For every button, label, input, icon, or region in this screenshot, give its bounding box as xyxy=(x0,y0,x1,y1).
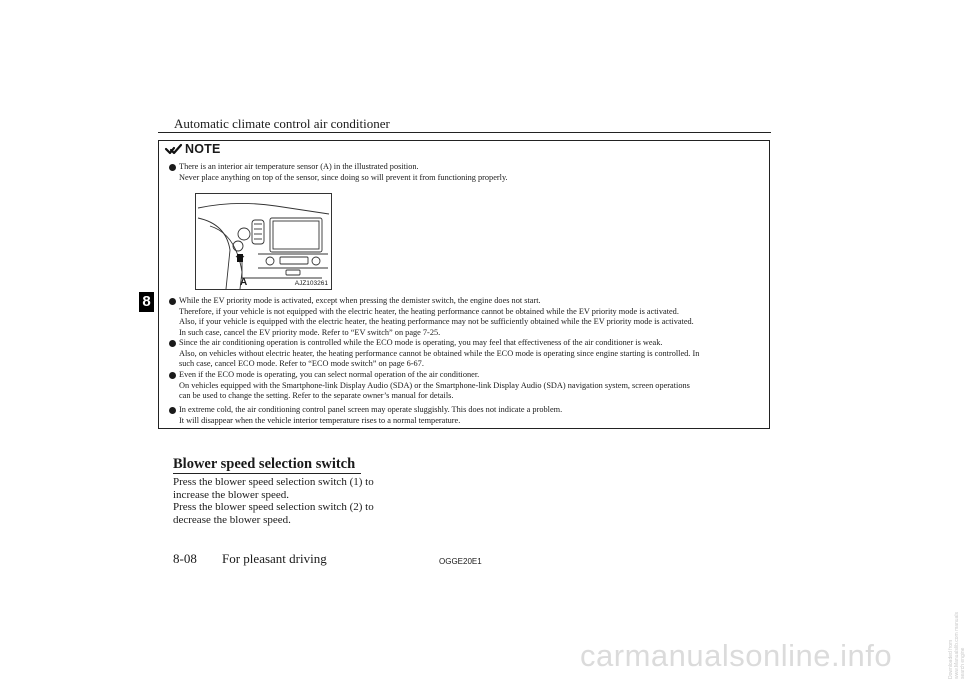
body-line: increase the blower speed. xyxy=(173,488,290,501)
note-line: While the EV priority mode is activated, except when pressing the demister switch, the engine does not start. xyxy=(179,296,541,305)
watermark: carmanualsonline.info xyxy=(580,638,893,673)
figure-code: AJZ103261 xyxy=(294,280,328,287)
header-rule xyxy=(158,132,771,133)
figure-callout-a: A xyxy=(240,277,248,288)
footer-chapter-name: For pleasant driving xyxy=(222,551,327,566)
bullet-dot-icon xyxy=(169,164,176,171)
note-bullet-2 xyxy=(169,296,767,338)
note-bullet-3 xyxy=(169,338,767,370)
bullet-dot-icon xyxy=(169,407,176,414)
note-line: In extreme cold, the air conditioning control panel screen may operate sluggishly. This does not indicate a problem. xyxy=(179,405,563,414)
note-bullet-1 xyxy=(169,162,767,183)
bullet-dot-icon xyxy=(169,372,176,379)
note-line: Even if the ECO mode is operating, you can select normal operation of the air conditioner. xyxy=(179,370,480,379)
note-line: Also, if your vehicle is equipped with the electric heater, the heating performance may not be sufficiently obtained while the EV priority mode is activated. xyxy=(179,317,694,326)
note-line: Never place anything on top of the sensor, since doing so will prevent it from functioning properly. xyxy=(179,172,508,182)
section-body xyxy=(173,476,374,526)
note-box xyxy=(158,140,770,429)
side-watermark: Downloaded from www.Manualslib.com manuals search engine xyxy=(948,612,966,679)
checkmark-icon xyxy=(165,143,182,155)
body-line: Press the blower speed selection switch (1) to xyxy=(173,476,374,488)
dashboard-sensor-illustration-icon xyxy=(196,194,331,289)
footer-doc-code: OGGE20E1 xyxy=(439,557,482,566)
sensor-illustration xyxy=(195,193,332,290)
bullet-dot-icon xyxy=(169,340,176,347)
note-bullet-5 xyxy=(169,405,767,426)
note-line: In such case, cancel the EV priority mode. Refer to “EV switch” on page 7-25. xyxy=(179,327,441,337)
section-title-underline xyxy=(173,473,361,474)
note-line: Also, on vehicles without electric heater, the heating performance cannot be obtained while the ECO mode is operating since engine starting is controlled. In xyxy=(179,348,700,358)
note-line: It will disappear when the vehicle interior temperature rises to a normal temperature. xyxy=(179,415,461,425)
chapter-tab[interactable]: 8 xyxy=(139,292,154,312)
note-line: can be used to change the setting. Refer to the separate owner’s manual for details. xyxy=(179,391,454,400)
note-line: On vehicles equipped with the Smartphone-link Display Audio (SDA) or the Smartphone-link Display Audio (SDA) navigation system, screen operations xyxy=(179,380,690,390)
note-line: Since the air conditioning operation is controlled while the ECO mode is operating, you may feel that effectiveness of the air conditioner is weak. xyxy=(179,338,663,347)
note-bullet-4 xyxy=(169,370,767,402)
body-line: Press the blower speed selection switch (2) to xyxy=(173,501,374,514)
note-line: There is an interior air temperature sensor (A) in the illustrated position. xyxy=(179,162,419,171)
running-header-title: Automatic climate control air conditioner xyxy=(174,116,390,131)
body-line: decrease the blower speed. xyxy=(173,513,291,526)
note-label: NOTE xyxy=(185,142,221,156)
bullet-dot-icon xyxy=(169,298,176,305)
section-title: Blower speed selection switch xyxy=(173,456,356,472)
note-header xyxy=(165,142,221,156)
note-line: Therefore, if your vehicle is not equipped with the electric heater, the heating performance cannot be obtained while the EV priority mode is activated. xyxy=(179,306,679,316)
footer-page-number: 8-08 xyxy=(173,551,197,566)
note-line: such case, cancel ECO mode. Refer to “ECO mode switch” on page 6-67. xyxy=(179,359,424,368)
